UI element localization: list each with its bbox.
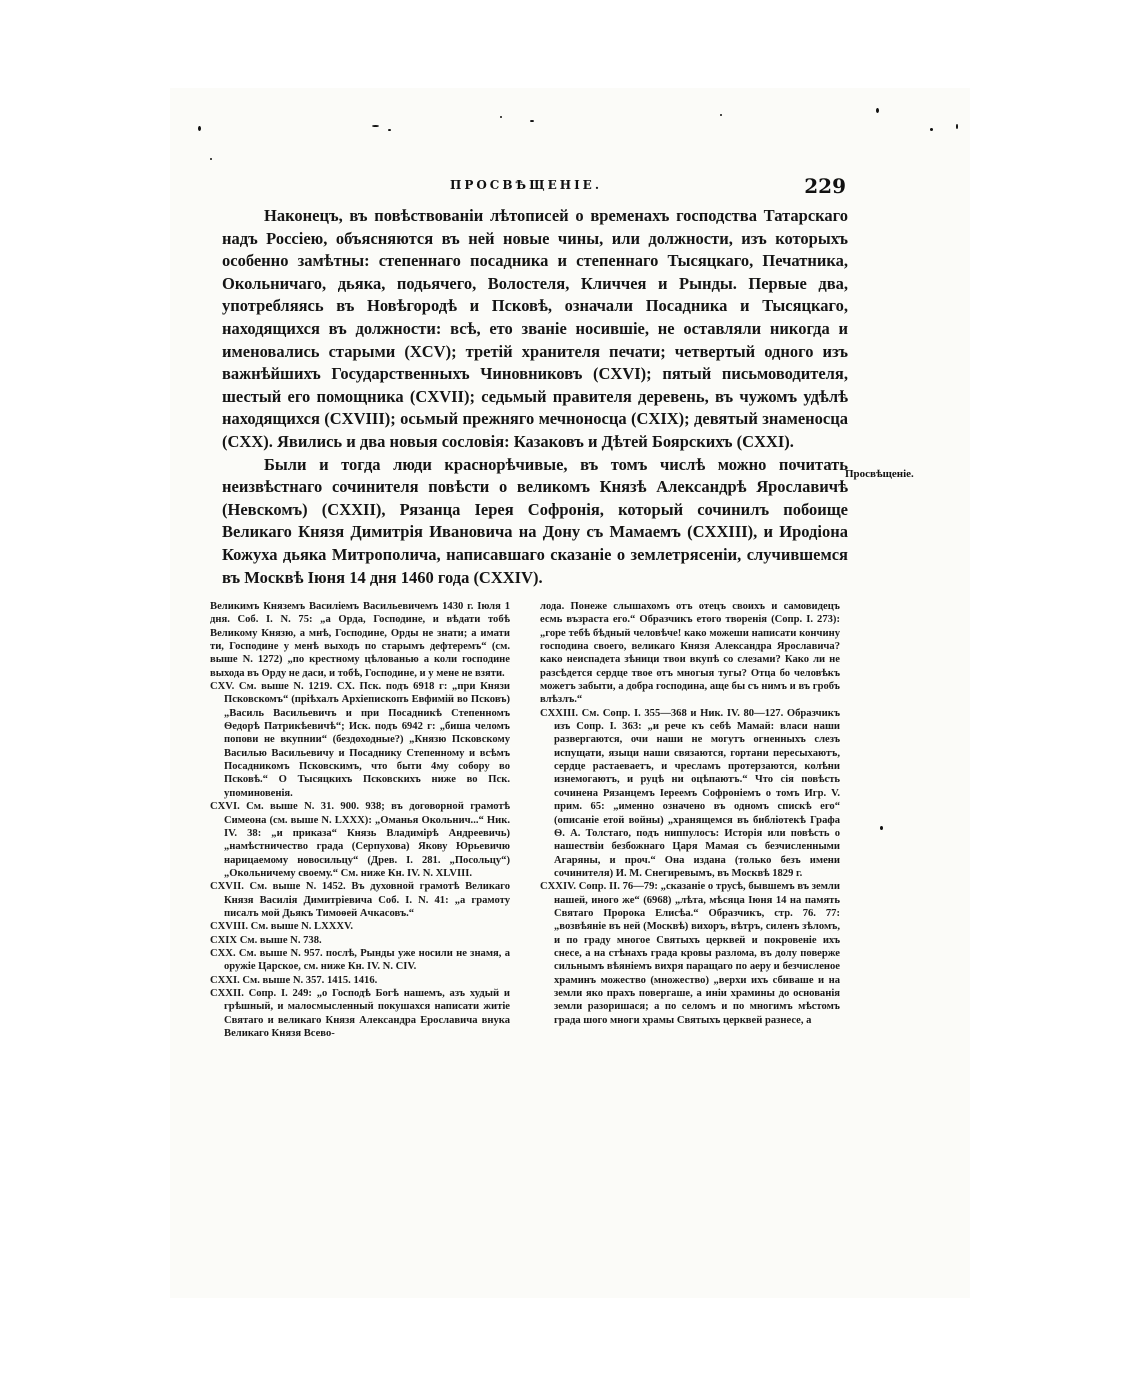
footnotes-left-column (210, 600, 510, 1040)
page-header (430, 174, 850, 202)
scan-speck (956, 124, 958, 129)
paragraph: Наконецъ, въ повѣствованіи лѣтописей о временахъ господства Татарскаго надъ Россіею, объясняются въ ней новые чины, или должности, изъ которыхъ особенно замѣтны: степеннаго посадника и степеннаго Тысяцкаго, Печатника, Окольничаго, дьяка, подьячего, Волостеля, Кличчея и Рынды. Первые два, употребляясь въ Новѣгородѣ и Псковѣ, означали Посадника и Тысяцкаго, находящихся въ должности: всѣ, ето званіе носившіе, не оставляли никогда и именовались старыми (XCV); третій хранителя печати; четвертый одного изъ важнѣйшихъ Государственныхъ Чиновниковъ (CXVI); пятый письмоводителя, шестый его помощника (CXVII); седьмый правителя деревень, въ чужомъ удѣлѣ находящихся (CXVIII); осьмый прежняго мечноносца (CXIX); девятый знаменосца (CXX). Явились и два новыя сословія: Казаковъ и Дѣтей Боярскихъ (CXXI). (222, 206, 848, 451)
paragraph: Были и тогда люди краснорѣчивые, въ томъ числѣ можно почитать неизвѣстнаго сочинителя повѣсти о великомъ Князѣ Александрѣ Ярославичѣ (Невскомъ) (CXXII), Рязанца Іерея Софронія, который сочинилъ побоище Великаго Князя Димитрія Ивановича на Дону съ Мамаемъ (CXXIII), и Иродіона Кожуха дьяка Митрополича, написавшаго сказаніе о землетрясеніи, случившемся въ Москвѣ Іюня 14 дня 1460 года (CXXIV). (222, 454, 848, 587)
main-text (222, 205, 848, 589)
footnote: CXVI. См. выше N. 31. 900. 938; въ договорной грамотѣ Симеона (см. выше N. LXXX): „Оманья Окольнич...“ Ник. IV. 38: „и приказа“ Князь Владимірѣ Андреевичь) „намѣстничество града (Серпухова) Якову Юрьевичю нарицаемому новосильцу“ (Древ. I. 281. „Посольцу“) „Окольничему своему.“ См. ниже Кн. IV. N. XLVIII. (210, 801, 510, 879)
running-title: ПРОСВѢЩЕНІЕ. (450, 178, 603, 192)
footnote: CXXIV. Сопр. II. 76—79: „сказаніе о трусѣ, бывшемъ въ земли нашей, иного же“ (6968) „лѣта, мѣсяца Іюня 14 на память Святаго Пророка Елисѣа.“ Образчикъ, стр. 76. 77: „возвѣяніе въ ней (Москвѣ) вихоръ, вѣтръ, силенъ зѣломъ, и по граду многое Святыхъ церквей и покровеніе ихъ снесе, а на стѣнахъ града кровы разлома, въ долу поверже сильнымъ вѣяніемъ вихря паращаго по аеру и безчисленое храминъ можество (множество) „верхи ихъ сбиваше и на земли яко прахъ повергаше, а иніи храмины до основанія земли разоришася; а по селомъ и по многимъ мѣстомъ града шого многи храмы Святыхъ церквей разнесе, а (540, 881, 840, 1026)
scan-speck (720, 114, 722, 116)
scan-speck (530, 120, 534, 122)
footnote: CXVIII. См. выше N. LXXXV. (210, 921, 353, 933)
footnote: CXVII. См. выше N. 1452. Въ духовной грамотѣ Великаго Князя Василія Димитріевича Соб. I. N. 41: „а грамоту писалъ мой Дьякъ Тимоѳей Ачкасовъ.“ (210, 881, 510, 919)
scan-speck (500, 116, 502, 118)
scan-speck (372, 125, 379, 127)
scan-speck (930, 128, 933, 131)
scan-speck (876, 108, 879, 113)
footnote: CXIX См. выше N. 738. (210, 934, 322, 946)
scan-speck (388, 129, 391, 131)
page-number: 229 (804, 174, 846, 198)
footnote: CXX. См. выше N. 957. послѣ, Рынды уже носили не знамя, а оружіе Царское, см. ниже Кн. IV. N. CIV. (210, 947, 510, 973)
footnote: CXXIII. См. Сопр. I. 355—368 и Ник. IV. 80—127. Образчикъ изъ Сопр. I. 363: „и рече къ себѣ Мамай: власи наши развергаются, очи наши не могутъ огненныхъ слезъ испущати, языци наши связаются, гортани пересыхаютъ, сердце растаеваетъ, и чресламъ протерзаются, колѣни изнемогаютъ, и руцѣ ни оцѣпаютъ.“ Что сія повѣсть сочинена Рязанцемъ Іереемъ Софроніемъ о томъ Игр. V. прим. 65: „именно означено въ одномъ спискѣ его“ (описаніе етой войны) „хранящемся въ библіотекѣ Графа Ѳ. А. Толстаго, подъ ниппулосъ: Исторія или повѣсть о нашествіи безбожнаго Царя Мамая съ безчисленными Агаряны, и проч.“ Она издана (только безъ имени сочинителя) И. М. Снегиревымъ, въ Москвѣ 1829 г. (540, 707, 840, 879)
footnote: CXXII. Сопр. I. 249: „о Господѣ Богѣ нашемъ, азъ худый и грѣшный, и малосмысленный покушахся написати житіе Святаго и великаго Князя Александра Ерославича внука Великаго Князя Всево- (210, 987, 510, 1039)
footnote: лода. Понеже слышахомъ отъ отецъ своихъ и самовидецъ есмь възраста его.“ Образчикъ етого творенія (Сопр. I. 273): „горе тебѣ бѣдный человѣче! како можеши написати кончину господина своего, великаго Князя Александра Ярославича? како неиспадета зѣници твои вкупѣ со слезами? Како ли не разсѣдется сердце твое отъ многыя тугы? Отца бо человѣкъ можетъ забыти, а добра господина, аще бы съ нимъ и въ гробъ влѣзлъ.“ (540, 601, 840, 706)
scan-speck (198, 126, 201, 131)
footnote: CXV. См. выше N. 1219. CX. Пск. подъ 6918 г: „при Князи Псковскомъ“ (пріѣхалъ Архіепископъ Евфимій во Псковъ) „Василь Васильевичъ и при Посадникѣ Степенномъ Ѳедорѣ Патрикѣевичѣ“; Иск. подъ 6942 г: „биша челомъ попови не вкупнии“ (бездоходные?) „Князю Псковскому Василью Васильевичу и Посаднику Степенному и всѣмъ Посадникомъ Псковскимъ, что быти 4му собору во Псковѣ.“ О Тысяцкихъ Псковскихъ ниже во Пск. упоминовенія. (210, 681, 510, 799)
footnote: CXXI. См. выше N. 357. 1415. 1416. (210, 974, 378, 986)
margin-note: Просвѣщеніе. (845, 468, 914, 480)
footnote: Великимъ Княземъ Василіемъ Васильевичемъ 1430 г. Іюля 1 дня. Соб. I. N. 75: „а Орда, Господине, и вѣдати тобѣ Великому Князю, а мнѣ, Господине, Орды не знати; а имати ти, Господине у менѣ выходъ по старымъ дефтеремъ“ (см. выше N. 1272) „по крестному цѣлованью а коли господине выхода въ Орду не даси, и тобѣ, Господине, и у мене не взяти. (210, 601, 510, 679)
scan-speck (210, 158, 212, 160)
scan-speck (880, 826, 883, 830)
footnotes-right-column (540, 600, 840, 1027)
